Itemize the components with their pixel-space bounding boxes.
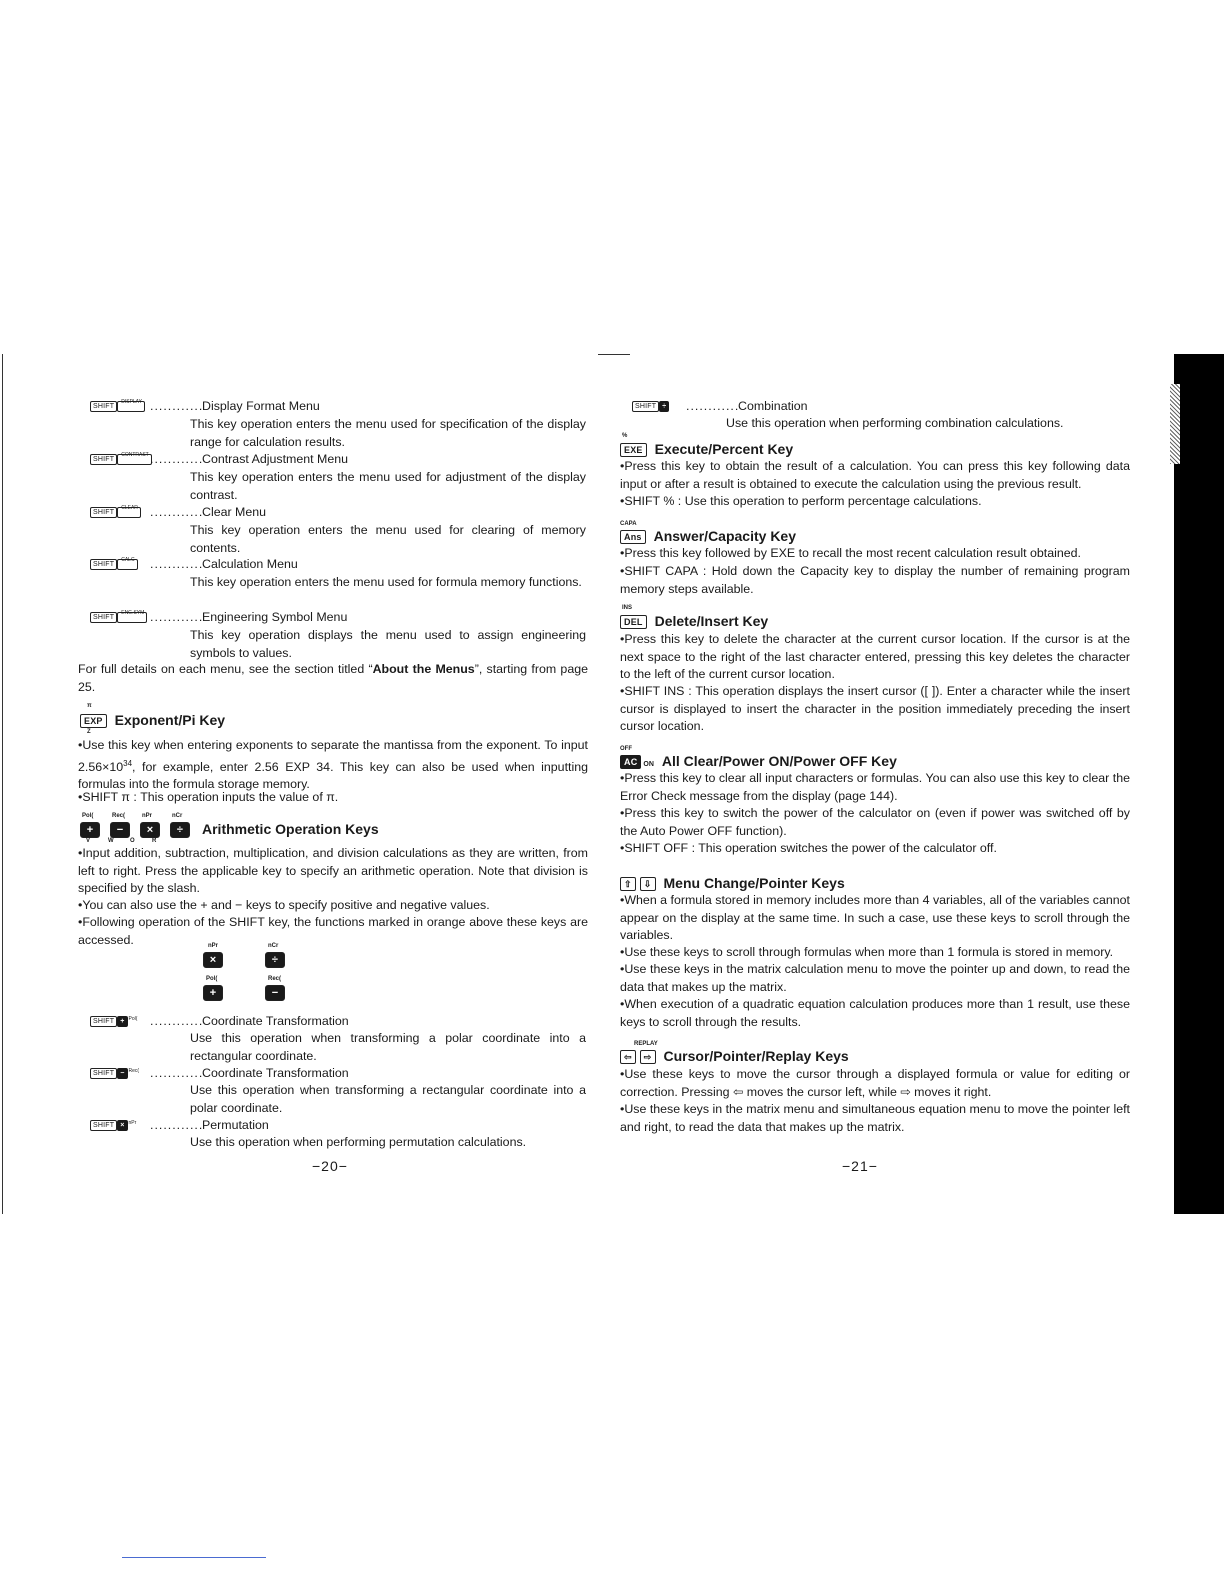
ans-heading [620, 527, 796, 545]
exp-heading [80, 711, 225, 729]
menu-desc: This key operation enters the menu used for adjustment of the display contrast. [190, 470, 586, 502]
exe-bullet-2: •SHIFT % : Use this operation to perform percentage calculations. [620, 494, 982, 508]
ac-key-top-label: OFF [620, 746, 632, 752]
shift-op-name: Permutation [202, 1118, 269, 1132]
divide-key-icon: ÷ [265, 952, 285, 968]
section-title: Exponent/Pi Key [114, 712, 226, 728]
shift-op-name: Coordinate Transformation [202, 1066, 349, 1080]
orange-label-ncr: nCr [268, 943, 279, 949]
menu-desc: This key operation enters the menu used for formula memory functions. [190, 575, 582, 589]
section-title: Cursor/Pointer/Replay Keys [663, 1048, 849, 1064]
exp-key-icon: EXP [80, 714, 107, 728]
menu-change-bullet-2: •Use these keys to scroll through formulas when more than 1 formula is stored in memory. [620, 945, 1114, 959]
left-arrow-key-icon: ⇦ [620, 1050, 636, 1064]
exp-key-bottom-label: Z [87, 729, 91, 735]
arith-bullet-1: •Input addition, subtraction, multiplication, and division calculations as they are written, from left to right. Press the applicable key to specify an arithmetic operation. Note that division is specified by the slash. [78, 846, 588, 895]
arith-key-bottom-labels: V W O R [86, 838, 157, 844]
page-number-left: −20− [312, 1158, 348, 1174]
menu-name: Contrast Adjustment Menu [202, 452, 349, 466]
section-title: Delete/Insert Key [654, 613, 769, 629]
menu-name: Engineering Symbol Menu [202, 610, 348, 624]
exp-key-top-label: π [87, 703, 92, 709]
del-bullet-2: •SHIFT INS : This operation displays the insert cursor ([ ]). Enter a character while the insert cursor is displayed to insert the character in the position immediately preceding the insert cursor location. [620, 684, 1130, 733]
exp-bullet-1: •Use this key when entering exponents to separate the mantissa from the exponent. To input $2.56\times 10^{34}$, for example, enter 2.56 EXP 34. This key can also be used when inputting formulas into the formula storage memory. [78, 738, 588, 792]
ins-key-top-label: INS [622, 605, 633, 611]
divide-key-icon: ÷ [170, 822, 190, 838]
shift-op-name: Coordinate Transformation [202, 1014, 349, 1028]
del-heading [620, 612, 768, 630]
shift-op-desc: Use this operation when performing combination calculations. [726, 416, 1064, 430]
multiply-key-icon: × [203, 952, 223, 968]
menu-change-bullet-1: •When a formula stored in memory includes more than 4 variables, all of the variables cannot appear on the display at the same time. In such a case, use these keys to scroll through the variables. [620, 893, 1130, 942]
plus-key-icon: + [80, 822, 100, 838]
shift-calc-keys: $SHIFT^{CALC}$ [90, 556, 138, 574]
section-title: Arithmetic Operation Keys [202, 821, 379, 837]
minus-key-icon: − [265, 985, 285, 1001]
shift-op-desc: Use this operation when transforming a polar coordinate into a rectangular coordinate. [190, 1031, 586, 1063]
shift-contrast-keys: $SHIFT^{CONTRAST}$ [90, 451, 152, 469]
orange-keys-row-2 [203, 984, 285, 1002]
multiply-key-icon: × [140, 822, 160, 838]
shift-op-desc: Use this operation when transforming a rectangular coordinate into a polar coordinate. [190, 1083, 586, 1115]
del-bullet-1: •Press this key to delete the character at the current cursor location. If the cursor is at the next space to the right of the last character entered, pressing this key deletes the character to the left of the current cursor location. [620, 632, 1130, 681]
ans-bullet-2: •SHIFT CAPA : Hold down the Capacity key to display the number of remaining program memory steps available. [620, 564, 1130, 596]
section-title: All Clear/Power ON/Power OFF Key [661, 753, 897, 769]
shift-engsym-keys: $SHIFT^{ENG.SYM}$ [90, 609, 147, 627]
orange-label-pol: Pol( [206, 976, 218, 982]
right-arrow-key-icon: ⇨ [640, 1050, 656, 1064]
arith-bullet-2: •You can also use the + and − keys to specify positive and negative values. [78, 898, 490, 912]
cursor-heading [620, 1047, 849, 1065]
menu-desc: This key operation enters the menu used for specification of the display range for calculation results. [190, 417, 586, 449]
orange-keys-row-1 [203, 951, 285, 969]
menu-desc: This key operation enters the menu used for clearing of memory contents. [190, 523, 586, 555]
exe-bullet-1: •Press this key to obtain the result of a calculation. You can press this key following data input or after a result is obtained to execute the calculation using the previous result. [620, 459, 1130, 491]
orange-label-npr: nPr [208, 943, 219, 949]
exp-bullet-2: •SHIFT π : This operation inputs the value of π. [78, 790, 339, 804]
del-key-icon: DEL [620, 615, 647, 629]
ac-key-icon: AC [620, 755, 641, 769]
shift-display-keys: $SHIFT^{DISPLAY}$ [90, 398, 145, 416]
menu-name: Calculation Menu [202, 557, 298, 571]
menu-change-heading [620, 874, 845, 892]
menu-name: Clear Menu [202, 505, 267, 519]
scan-underline [122, 1557, 266, 1558]
page-number-right: −21− [842, 1158, 878, 1174]
ac-bullet-2: •Press this key to switch the power of the calculator on (even if power was switched off by the Auto Power OFF function). [620, 806, 1130, 838]
ans-key-icon: Ans [620, 530, 646, 544]
section-title: Answer/Capacity Key [653, 528, 797, 544]
exe-heading [620, 440, 793, 458]
ac-bullet-3: •SHIFT OFF : This operation switches the power of the calculator off. [620, 841, 997, 855]
menu-change-bullet-4: •When execution of a quadratic equation calculation produces more than 1 result, use these keys to scroll through the results. [620, 997, 1130, 1029]
shift-op-name: Combination [738, 399, 808, 413]
section-title: Menu Change/Pointer Keys [663, 875, 845, 891]
ans-key-top-label: CAPA [620, 521, 637, 527]
ac-key-suffix: ON [643, 761, 654, 768]
cursor-bullet-2: •Use these keys in the matrix menu and simultaneous equation menu to move the pointer left and right, to read the data that makes up the matrix. [620, 1102, 1130, 1134]
up-arrow-key-icon: ⇧ [620, 877, 636, 891]
section-title: Execute/Percent Key [654, 441, 794, 457]
menu-change-bullet-3: •Use these keys in the matrix calculation menu to move the pointer up and down, to read the data that makes up the matrix. [620, 962, 1130, 994]
ans-bullet-1: •Press this key followed by EXE to recall the most recent calculation result obtained. [620, 546, 1081, 560]
scan-mark-top [598, 354, 630, 355]
shift-clear-keys: $SHIFT^{CLEAR}$ [90, 504, 141, 522]
minus-key-icon: − [110, 822, 130, 838]
orange-label-rec: Rec( [268, 976, 282, 982]
shift-op-desc: Use this operation when performing permutation calculations. [190, 1135, 527, 1149]
arith-key-top-labels: Pol( Rec( nPr nCr [82, 813, 183, 819]
arith-bullet-3: •Following operation of the SHIFT key, the functions marked in orange above these keys are accessed. [78, 915, 588, 947]
ac-bullet-1: •Press this key to clear all input characters or formulas. You can also use this key to clear the Error Check message from the display (page 144). [620, 771, 1130, 803]
exe-key-top-label: % [622, 433, 628, 439]
down-arrow-key-icon: ⇩ [640, 877, 656, 891]
arith-heading [80, 820, 379, 838]
exe-key-icon: EXE [620, 443, 647, 457]
menus-note: For full details on each menu, see the section titled “About the Menus”, starting from page 25. [78, 662, 588, 694]
scan-edge-left [2, 354, 3, 1214]
menu-desc: This key operation displays the menu used to assign engineering symbols to values. [190, 628, 586, 660]
replay-key-top-label: REPLAY [634, 1041, 658, 1047]
menu-name: Display Format Menu [202, 399, 320, 413]
plus-key-icon: + [203, 985, 223, 1001]
cursor-bullet-1: •Use these keys to move the cursor through a displayed formula or value for editing or correction. Pressing ⇦ moves the cursor left, while ⇨ moves it right. [620, 1067, 1130, 1099]
scan-edge-right [1174, 354, 1224, 1214]
